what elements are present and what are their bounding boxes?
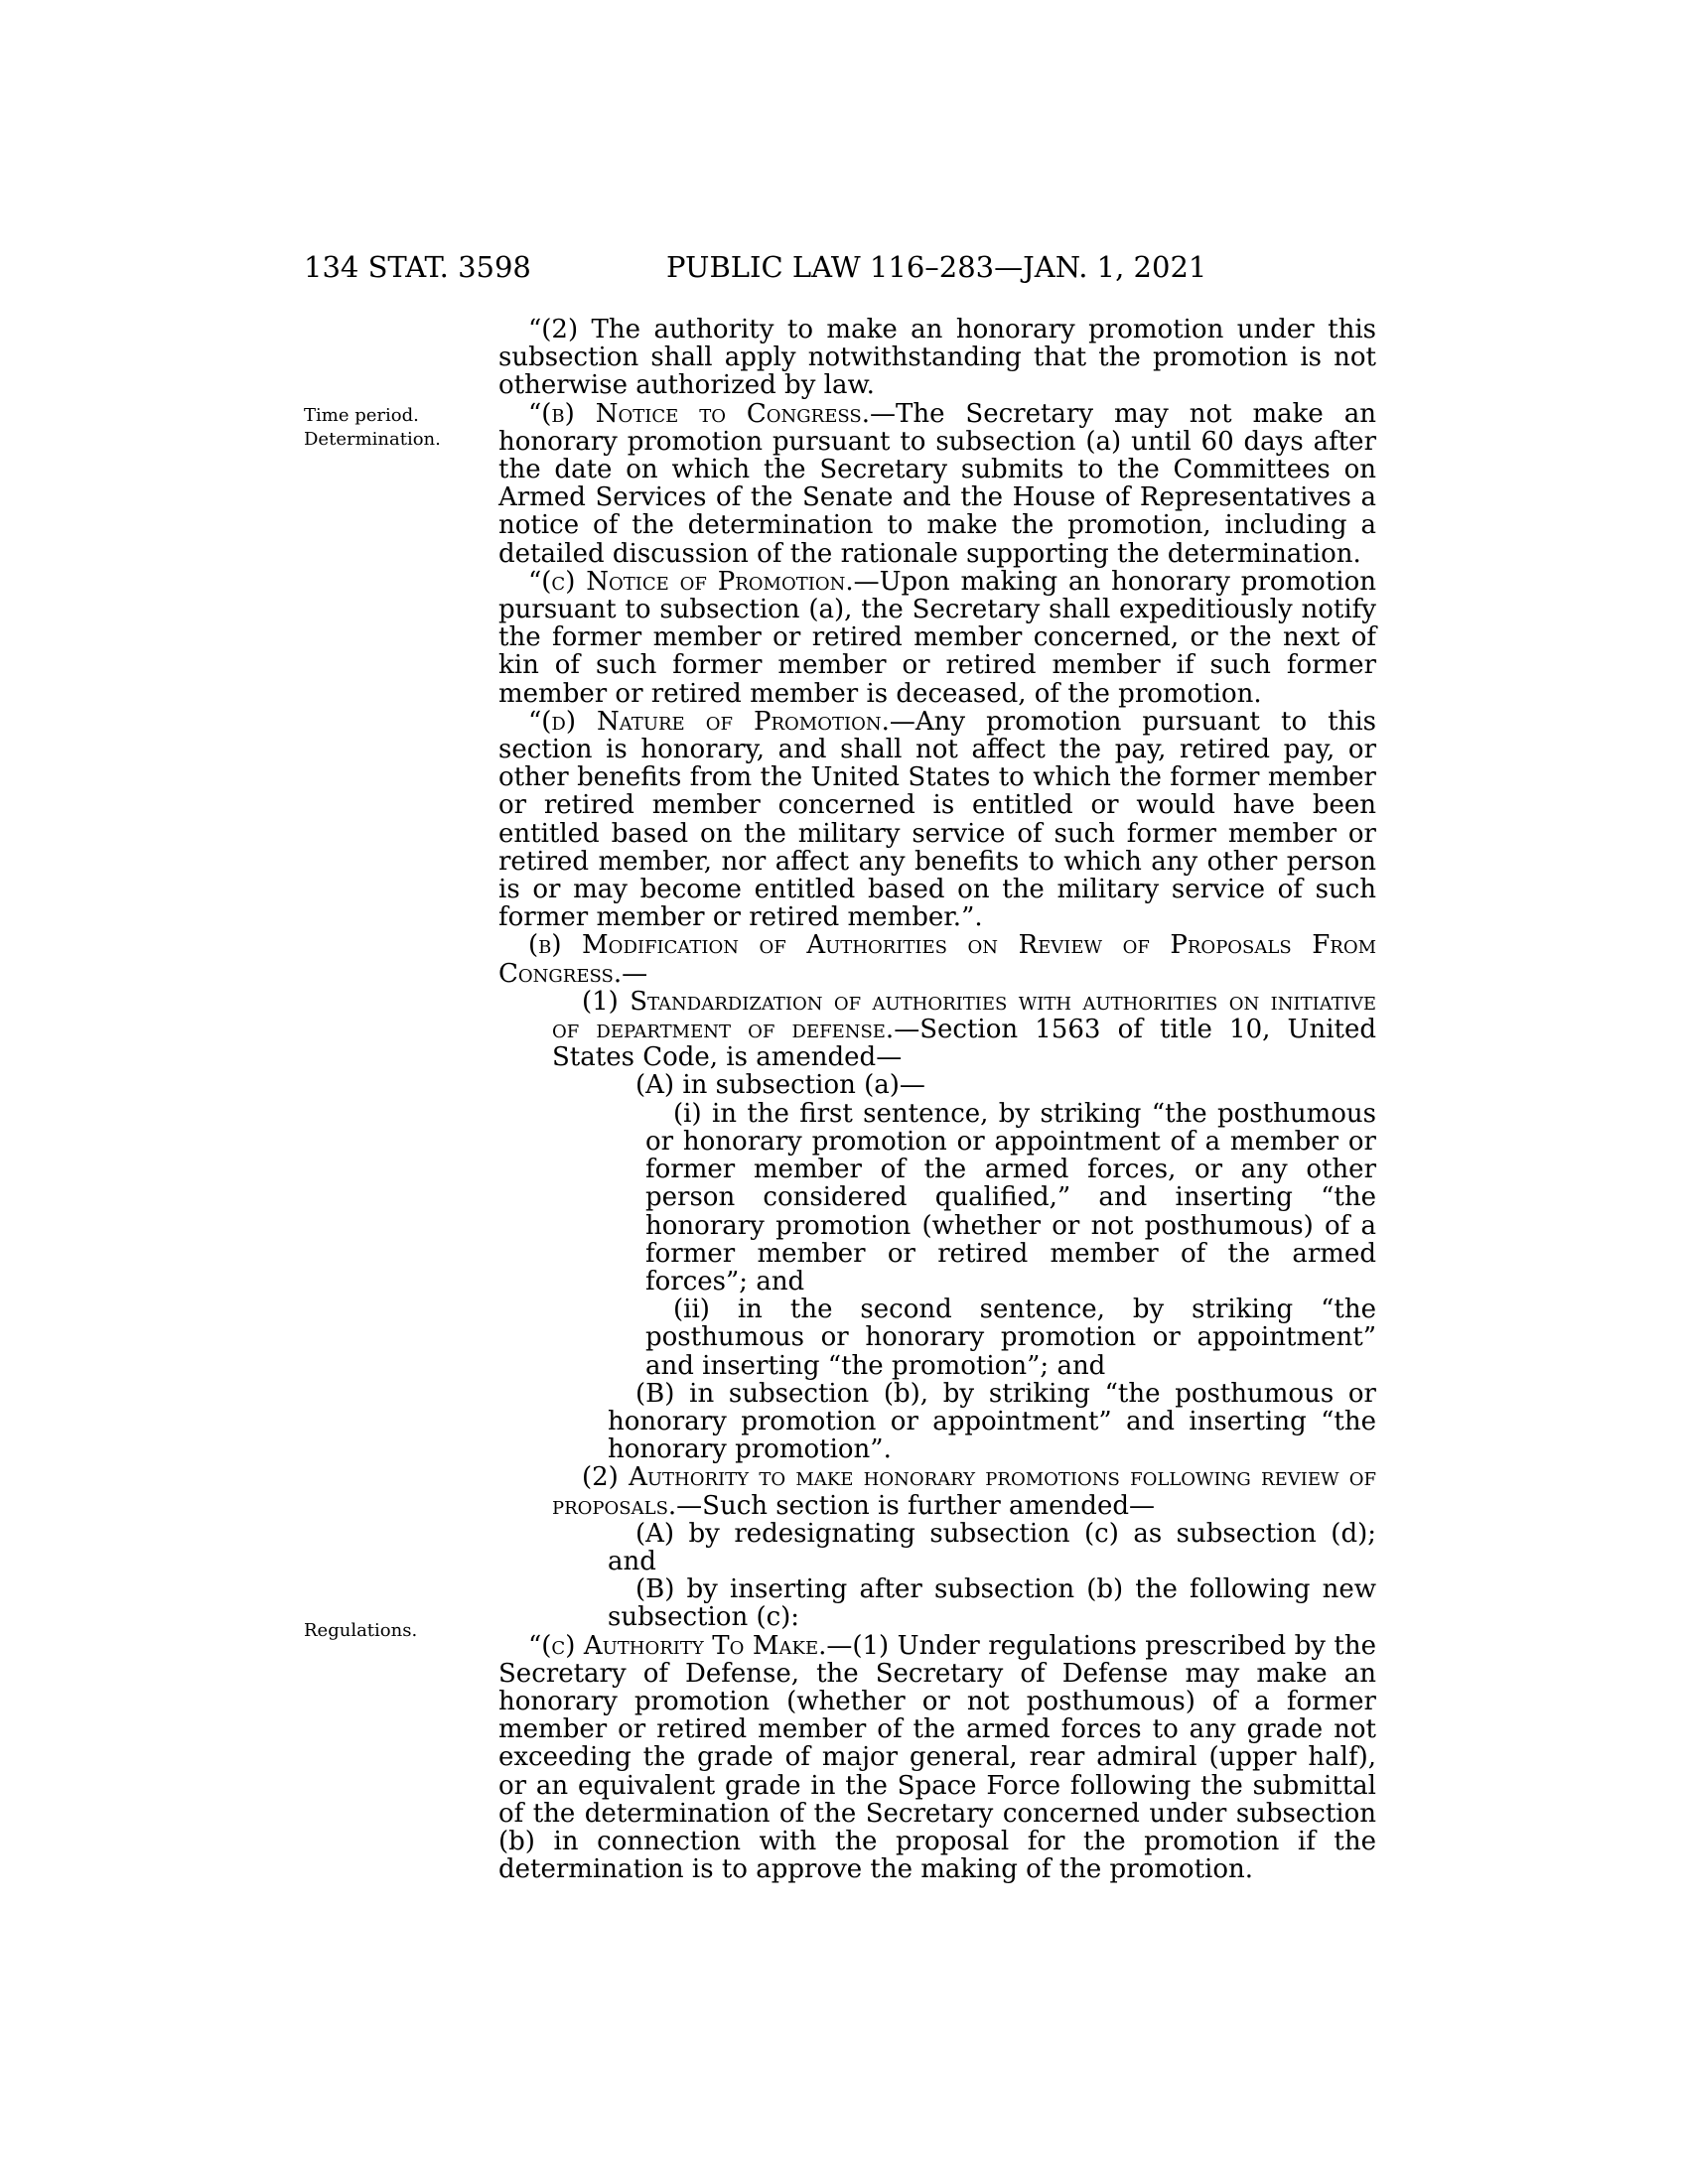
paragraph-text: —(1) Under regulations prescribed by the Secretary of Defense, the Secretary of Defense may make an honorary promotion (whether or not posthumous) of a former member or retired member of the armed forces to any grade not exceeding the grade of major general, rear admiral (upper half), or an equivalent grade in the Space Force following the submittal of the determination of the Secretary concerned under subsection (b) in connection with the proposal for the promotion if the determination is to approve the making of the promotion.	[498, 1630, 1376, 1885]
margin-note-time-period: Time period.	[304, 405, 419, 426]
paragraph-c-notice-of-promotion	[498, 568, 1376, 708]
paragraph-b-notice-to-congress	[498, 400, 1376, 568]
paragraph-d-nature-of-promotion	[498, 708, 1376, 932]
subparagraph-b-subsection-b: (B) in subsection (b), by striking “the posthumous or honorary promotion or appointment” and inserting “the honorary promotion”.	[608, 1378, 1376, 1465]
paragraph-2-authority: “(2) The authority to make an honorary promotion under this subsection shall apply notwithstanding that the promotion is not otherwise authorized by law.	[498, 315, 1376, 401]
stat-page-number: 134 STAT. 3598	[304, 250, 531, 284]
subsection-b-modification	[498, 931, 1376, 987]
clause-ii-second-sentence: (ii) in the second sentence, by striking “the posthumous or honorary promotion or appointment” and inserting “the promotion”; and	[645, 1295, 1376, 1381]
paragraph-2-authority-to-make	[498, 1463, 1376, 1519]
margin-note-determination: Determination.	[304, 429, 441, 450]
paragraph-text: —Section 1563 of title 10, United States Code, is amended—	[552, 1015, 1376, 1073]
paragraph-1-standardization	[498, 988, 1376, 1072]
public-law-title: PUBLIC LAW 116–283—JAN. 1, 2021	[666, 250, 1207, 284]
paragraph-heading: “(c) Notice of Promotion.	[528, 566, 854, 597]
paragraph-heading: (b) Modification of Authorities on Review of Proposals From Congress.	[498, 930, 1376, 989]
subparagraph-a-subsection-a: (A) in subsection (a)—	[635, 1070, 925, 1101]
paragraph-heading: “(d) Nature of Promotion.	[528, 706, 890, 737]
subparagraph-b-inserting: (B) by inserting after subsection (b) the following new subsection (c):	[608, 1574, 1376, 1633]
paragraph-text: —The Secretary may not make an honorary promotion pursuant to subsection (a) until 60 days after the date on which the Secretary submits to the Committees on Armed Services of the Senate and the House of Representatives a notice of the determination to make the promotion, including a detailed discussion of the rationale supporting the determination.	[498, 398, 1376, 569]
paragraph-text: —	[622, 958, 648, 989]
document-body	[498, 316, 1376, 1883]
subparagraph-a-redesignating: (A) by redesignating subsection (c) as subsection (d); and	[608, 1518, 1376, 1576]
paragraph-heading: (2) Authority to make honorary promotions following review of proposals.	[552, 1462, 1376, 1521]
margin-note-regulations: Regulations.	[304, 1620, 418, 1641]
paragraph-text: —Any promotion pursuant to this section is honorary, and shall not affect the pay, retired pay, or other benefits from the United States to which the former member or retired member concerned is entitled or would have been entitled based on the military service of such former member or retired member, nor affect any benefits to which any other person is or may become entitled based on the military service of such former member or retired member.”.	[498, 706, 1376, 933]
subsection-c-authority-to-make	[498, 1632, 1376, 1884]
paragraph-text: —Upon making an honorary promotion pursuant to subsection (a), the Secretary shall expeditiously notify the former member or retired member concerned, or the next of kin of such former member or retired member if such former member or retired member is deceased, of the promotion.	[498, 566, 1376, 709]
paragraph-heading: “(b) Notice to Congress.	[528, 398, 870, 429]
paragraph-text: —Such section is further amended—	[676, 1490, 1155, 1521]
clause-i-first-sentence: (i) in the first sentence, by striking “the posthumous or honorary promotion or appointment of a member or former member of the armed forces, or any other person considered qualified,” and inserting “the honorary promotion (whether or not posthumous) of a former member or retired member of the armed forces”; and	[645, 1098, 1376, 1297]
running-header	[304, 250, 1376, 290]
paragraph-heading: (1) Standardization of authorities with authorities on initiative of department of defense.	[552, 986, 1376, 1045]
paragraph-heading: “(c) Authority To Make.	[528, 1630, 827, 1661]
